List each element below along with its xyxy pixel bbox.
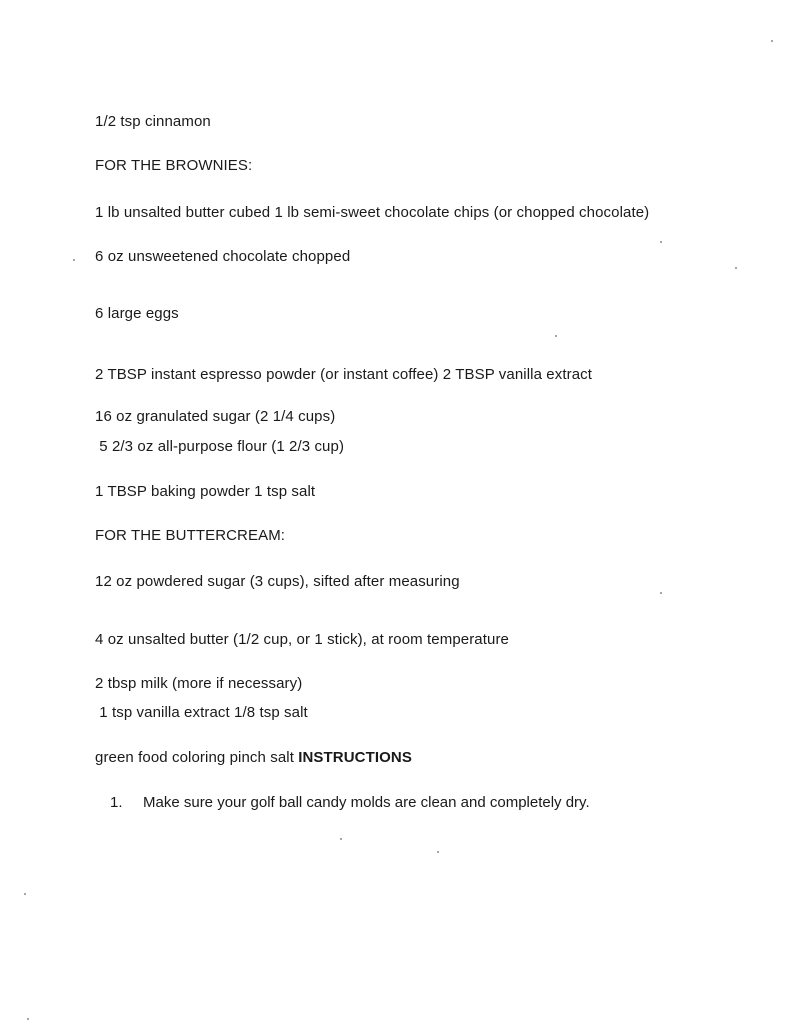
step-text: Make sure your golf ball candy molds are clean and completely dry. <box>143 794 590 811</box>
scan-speck <box>660 592 662 594</box>
scan-speck <box>340 838 342 840</box>
ingredient-butter-chocolate-chips: 1 lb unsalted butter cubed 1 lb semi-sweet chocolate chips (or chopped chocolate) <box>95 204 650 221</box>
ingredient-eggs: 6 large eggs <box>95 305 179 322</box>
ingredient-food-coloring-line <box>95 749 412 767</box>
ingredient-unsweetened-chocolate: 6 oz unsweetened chocolate chopped <box>95 248 351 265</box>
scan-speck <box>73 259 75 261</box>
ingredient-baking-powder-salt: 1 TBSP baking powder 1 tsp salt <box>95 483 316 500</box>
scan-speck <box>27 1018 29 1020</box>
ingredient-vanilla-salt: 1 tsp vanilla extract 1/8 tsp salt <box>95 704 308 721</box>
scan-speck <box>24 893 26 895</box>
scan-speck <box>660 241 662 243</box>
ingredient-butter: 4 oz unsalted butter (1/2 cup, or 1 stick), at room temperature <box>95 631 509 648</box>
instructions-heading: INSTRUCTIONS <box>298 749 412 766</box>
step-number: 1. <box>110 794 123 811</box>
ingredient-flour: 5 2/3 oz all-purpose flour (1 2/3 cup) <box>95 438 345 455</box>
scan-speck <box>735 267 737 269</box>
scan-speck <box>437 851 439 853</box>
ingredient-milk: 2 tbsp milk (more if necessary) <box>95 675 303 692</box>
scan-speck <box>771 40 773 42</box>
scan-speck <box>555 335 557 337</box>
ingredient-food-coloring: green food coloring pinch salt <box>95 749 299 766</box>
ingredient-espresso-vanilla: 2 TBSP instant espresso powder (or instant coffee) 2 TBSP vanilla extract <box>95 366 593 383</box>
section-heading-brownies: FOR THE BROWNIES: <box>95 157 253 174</box>
ingredient-cinnamon: 1/2 tsp cinnamon <box>95 113 211 130</box>
ingredient-powdered-sugar: 12 oz powdered sugar (3 cups), sifted after measuring <box>95 573 460 590</box>
ingredient-sugar: 16 oz granulated sugar (2 1/4 cups) <box>95 408 336 425</box>
section-heading-buttercream: FOR THE BUTTERCREAM: <box>95 527 286 544</box>
